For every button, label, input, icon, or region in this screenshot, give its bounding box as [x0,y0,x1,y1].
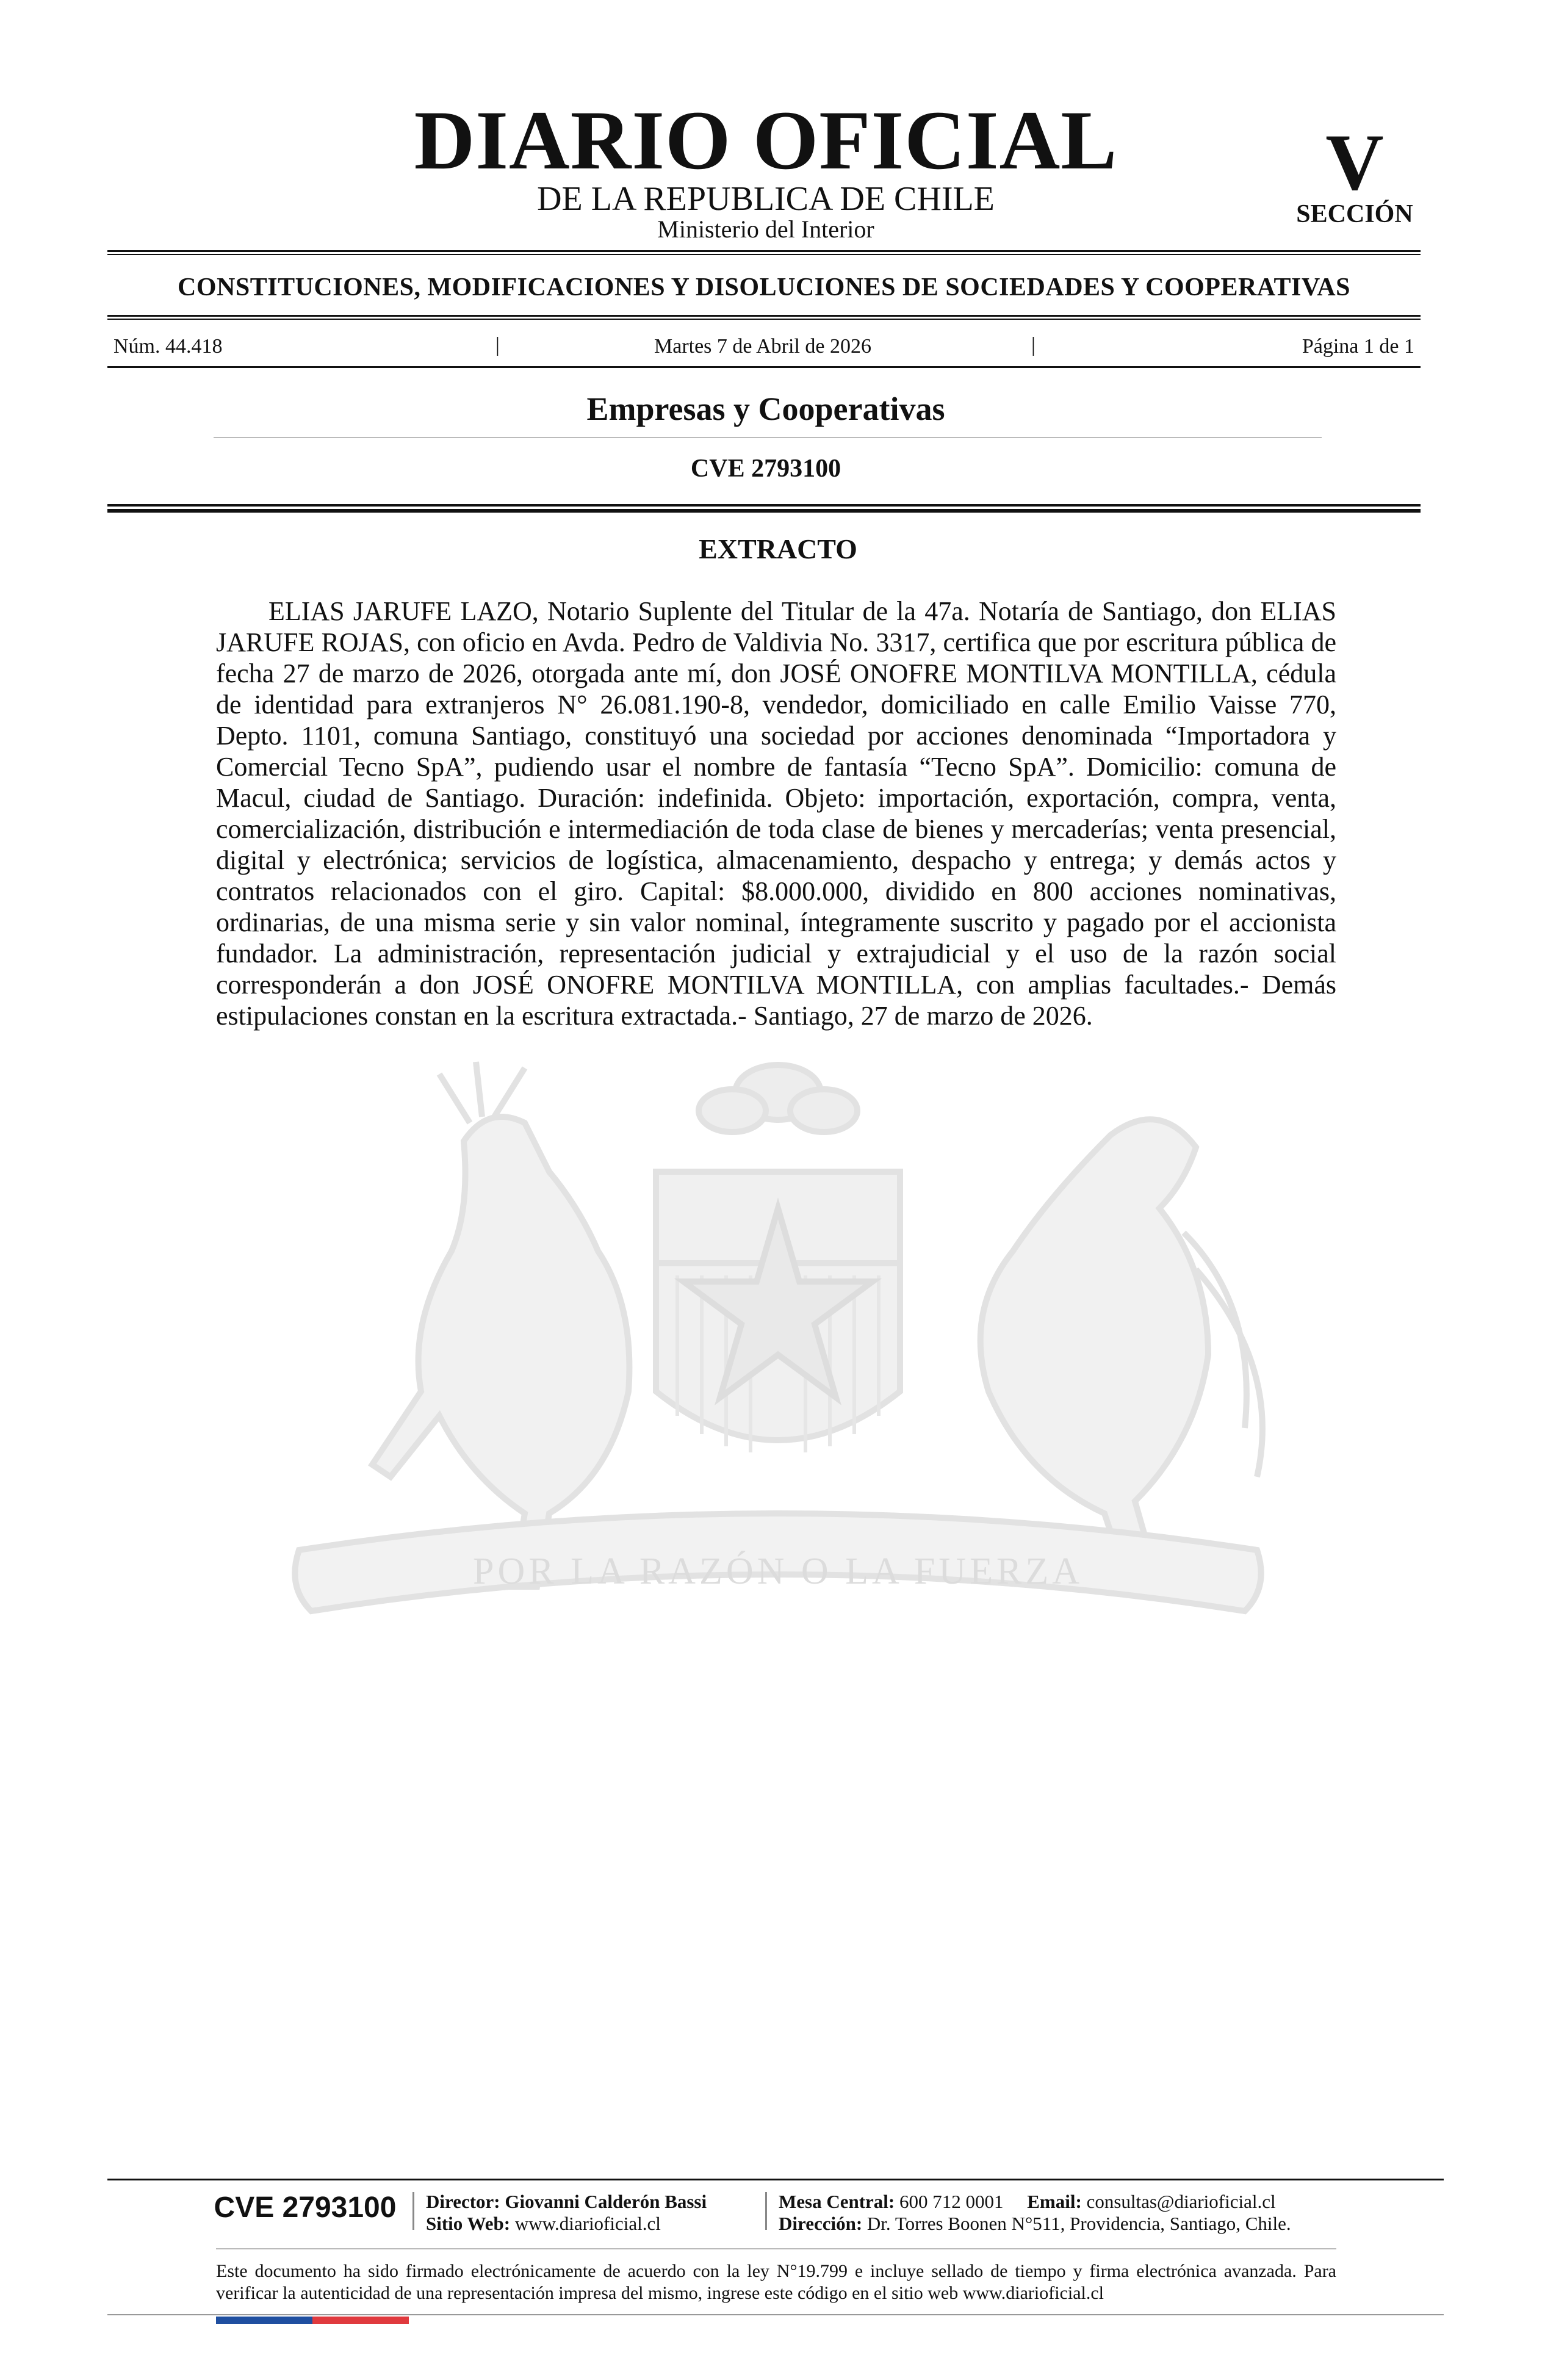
header-rule-thin [107,254,1421,255]
footer-address [779,2213,1291,2235]
masthead-subtitle: DE LA REPUBLICA DE CHILE [537,180,995,218]
email-label: Email: [1027,2191,1082,2212]
flag-stripe-blue [216,2317,312,2324]
address-text: Dr. Torres Boonen N°511, Providencia, Santiago, Chile. [866,2213,1291,2234]
footer-rule [107,2179,1444,2180]
notice-category-title: Empresas y Cooperativas [586,391,945,427]
footer-website [426,2213,661,2235]
header-rule [107,250,1421,252]
watermark-motto: POR LA RAZÓN O LA FUERZA [472,1551,1084,1592]
phone-number: 600 712 0001 [899,2191,1004,2212]
footer-contact [779,2191,1276,2213]
category-rule [107,315,1421,317]
cve-code: CVE 2793100 [690,455,841,483]
director-name: Giovanni Calderón Bassi [505,2191,707,2212]
website-label: Sitio Web: [426,2213,511,2234]
director-label: Director: [426,2191,500,2212]
masthead-ministry: Ministerio del Interior [657,215,874,243]
notice-body: ELIAS JARUFE LAZO, Notario Suplente del Titular de la 47a. Notaría de Santiago, don ELIAS JARUFE ROJAS, con oficio en Avda. Pedro de Valdivia No. 3317, certifica que por escritura pública de fecha 27 de marzo de 2026, otorgada ante mí, don JOSÉ ONOFRE MONTILVA MONTILLA, cédula de identidad para extranjeros N° 26.081.190-8, vendedor, domiciliado en calle Emilio Vaisse 770, Depto. 1101, comuna Santiago, constituyó una sociedad por acciones denominada “Importadora y Comercial Tecno SpA”, pudiendo usar el nombre de fantasía “Tecno SpA”. Domicilio: comuna de Macul, ciudad de Santiago. Duración: indefinida. Objeto: importación, exportación, compra, venta, comercialización, distribución e intermediación de toda clase de bienes y mercaderías; venta presencial, digital y electrónica; servicios de logística, almacenamiento, despacho y entrega; y demás actos y contratos relacionados con el giro. Capital: $8.000.000, dividido en 800 acciones nominativas, ordinarias, de una misma serie y sin valor nominal, íntegramente suscrito y pagado por el accionista fundador. La administración, representación judicial y extrajudicial y el uso de la razón social corresponderán a don JOSÉ ONOFRE MONTILVA MONTILLA, con amplias facultades.- Demás estipulaciones constan en la escritura extractada.- Santiago, 27 de marzo de 2026. [216,596,1336,1031]
section-letter: V [1325,117,1384,207]
email-link[interactable]: consultas@diarioficial.cl [1086,2191,1276,2212]
issue-number: Núm. 44.418 [113,335,223,358]
flag-stripe-red [312,2317,409,2324]
notice-rule [107,504,1421,507]
footer-bottom-rule [107,2314,1444,2315]
address-label: Dirección: [779,2213,863,2234]
footer-director [426,2191,707,2213]
masthead-title: DIARIO OFICIAL [414,93,1118,187]
issue-rule [107,366,1421,368]
footer-legal-notice: Este documento ha sido firmado electrónicamente de acuerdo con la ley N°19.799 e incluye sellado de tiempo y firma electrónica avanzada. Para verificar la autenticidad de una representación impresa del mismo, ingrese este código en el sitio web www.diarioficial.cl [216,2261,1336,2303]
footer-cve-code: CVE 2793100 [214,2191,397,2224]
section-category: CONSTITUCIONES, MODIFICACIONES Y DISOLUCIONES DE SOCIEDADES Y COOPERATIVAS [178,273,1350,301]
section-label: SECCIÓN [1296,200,1413,228]
title-divider [214,437,1322,438]
footer-separator [412,2192,414,2230]
website-link[interactable]: www.diarioficial.cl [514,2213,661,2234]
notice-rule-thick [107,509,1421,513]
notice-heading: EXTRACTO [699,533,857,564]
footer-separator [765,2192,767,2230]
footer-divider [216,2248,1336,2249]
phone-label: Mesa Central: [779,2191,895,2212]
issue-separator: | [495,334,500,356]
category-rule-thin [107,319,1421,320]
coat-of-arms-watermark [207,1050,1349,1678]
issue-date: Martes 7 de Abril de 2026 [654,335,871,358]
issue-page: Página 1 de 1 [1302,335,1414,358]
issue-separator: | [1031,334,1036,356]
